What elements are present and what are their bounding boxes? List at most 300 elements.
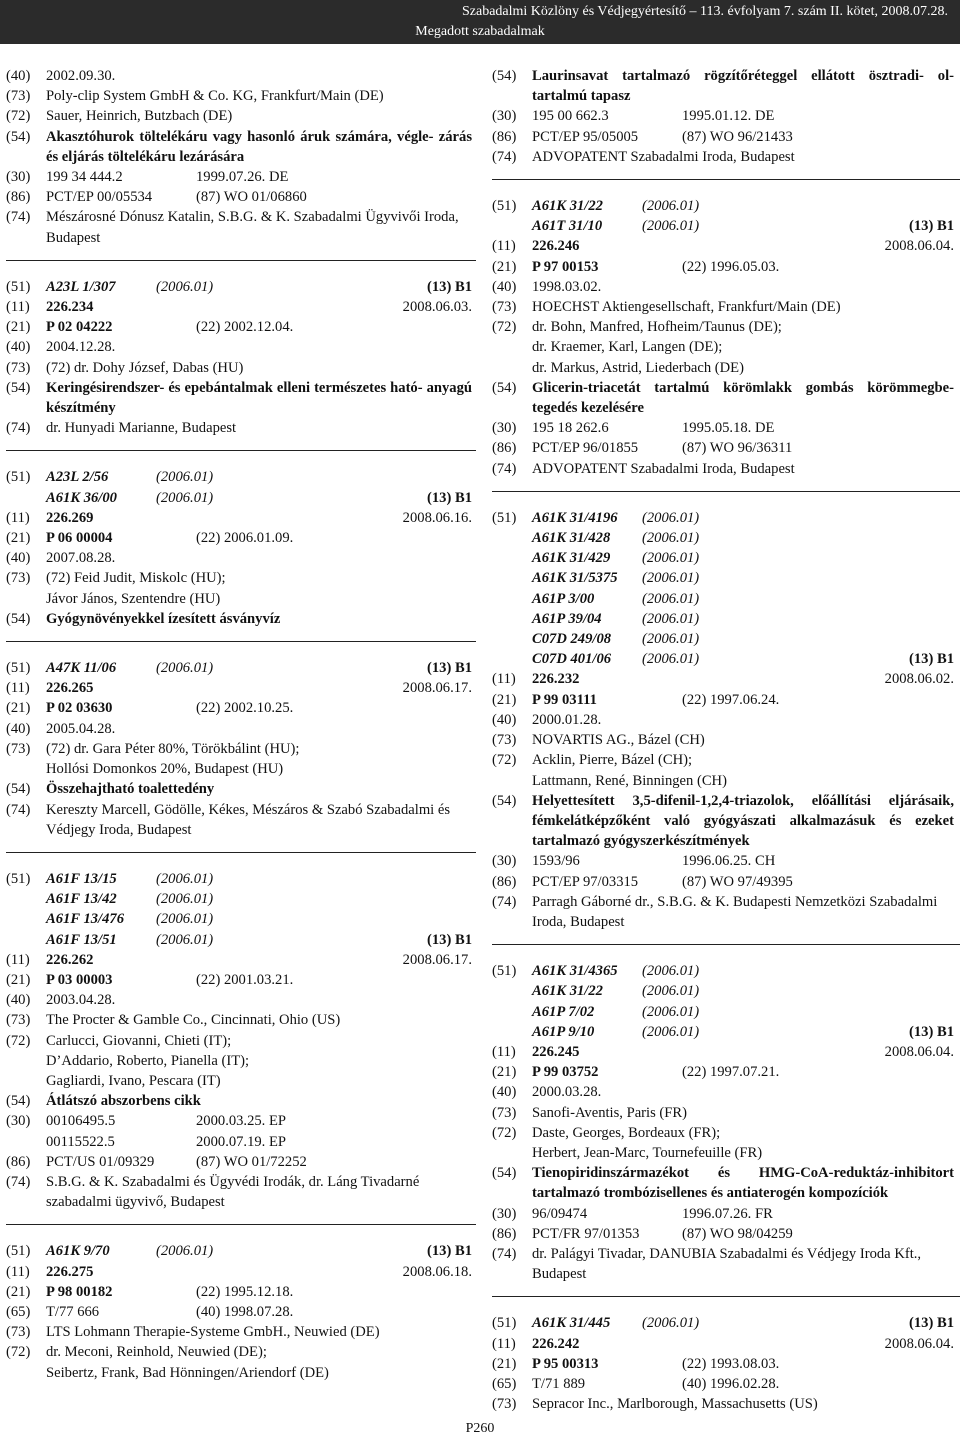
classification-version: (2006.01) — [642, 963, 700, 980]
field-text: (72) dr. Dohy József, Dabas (HU) — [46, 359, 244, 376]
field-text: Seibertz, Frank, Bad Hönningen/Ariendorf (DE) — [46, 1364, 329, 1381]
field-part-b: (22) 1997.07.21. — [682, 1064, 780, 1081]
field-part-b: (40) 1998.07.28. — [196, 1303, 294, 1320]
field-value — [46, 970, 472, 990]
field-part-a: 195 18 262.6 — [532, 420, 609, 437]
field-code: (72) — [6, 1032, 31, 1049]
record-line — [6, 1071, 472, 1091]
record-line — [6, 508, 472, 528]
record-line — [6, 207, 472, 247]
field-value — [532, 106, 954, 126]
record-line — [492, 418, 954, 438]
field-code: (21) — [6, 700, 31, 717]
field-code: (11) — [6, 680, 30, 697]
field-code: (86) — [492, 1225, 517, 1242]
document-kind: (13) B1 — [909, 1315, 954, 1332]
field-code: (40) — [492, 278, 517, 295]
field-value — [532, 1224, 954, 1244]
record-line — [492, 378, 954, 418]
record-line — [6, 869, 472, 889]
field-text: Laurinsavat tartalmazó rögzítőréteggel ellátott ösztradi- ol-tartalmú tapasz — [532, 68, 954, 105]
record-line — [492, 1163, 954, 1203]
field-part-b: (87) WO 01/72252 — [196, 1153, 307, 1170]
field-part-b: 1995.05.18. DE — [682, 420, 775, 437]
field-value — [532, 961, 954, 981]
field-text: HOECHST Aktiengesellschaft, Frankfurt/Main (DE) — [532, 299, 841, 316]
field-part-a: P 97 00153 — [532, 258, 599, 275]
field-code: (11) — [492, 671, 516, 688]
field-value — [532, 568, 954, 588]
field-part-b: 1996.06.25. CH — [682, 853, 776, 870]
record-line — [6, 528, 472, 548]
field-code: (86) — [492, 873, 517, 890]
field-text: Tienopiridinszármazékot és HMG-CoA-reduktáz-inhibitort tartalmazó trombózisellenes és antiaterogén kompozíciók — [532, 1165, 954, 1202]
field-part-a: 199 34 444.2 — [46, 169, 123, 186]
field-part-b: (22) 2002.10.25. — [196, 700, 294, 717]
field-code: (11) — [492, 1335, 516, 1352]
field-text: Glicerin-triacetát tartalmú körömlakk gombás körömmegbe- tegedés kezelésére — [532, 379, 954, 417]
field-value — [532, 257, 954, 277]
field-part-b: (40) 1996.02.28. — [682, 1375, 780, 1392]
field-part-a: PCT/EP 97/03315 — [532, 873, 639, 890]
field-value — [46, 418, 472, 438]
field-code: (21) — [6, 530, 31, 547]
record-separator — [6, 641, 476, 642]
patent-record — [6, 66, 472, 248]
record-line — [6, 779, 472, 799]
field-text: dr. Kraemer, Karl, Langen (DE); — [532, 339, 723, 356]
field-code: (21) — [6, 1283, 31, 1300]
grant-date: 2008.06.18. — [402, 1263, 472, 1280]
field-text: Hollósi Domonkos 20%, Budapest (HU) — [46, 761, 284, 778]
record-line — [492, 872, 954, 892]
field-value — [46, 739, 472, 759]
field-code: (74) — [6, 420, 31, 437]
field-code: (73) — [6, 359, 31, 376]
field-value — [46, 1091, 472, 1111]
field-code — [492, 981, 532, 1001]
field-value — [532, 1002, 954, 1022]
field-code: (86) — [6, 1153, 31, 1170]
field-code: (30) — [6, 1113, 31, 1130]
field-value — [532, 750, 954, 770]
field-text: dr. Hunyadi Marianne, Budapest — [46, 420, 237, 437]
field-part-a: PCT/US 01/09329 — [46, 1153, 155, 1170]
field-code — [492, 528, 532, 548]
classification-version: (2006.01) — [156, 870, 214, 887]
field-part-b: (87) WO 98/04259 — [682, 1225, 793, 1242]
field-code: (54) — [492, 379, 517, 396]
field-value — [532, 438, 954, 458]
field-value — [46, 317, 472, 337]
field-value — [46, 568, 472, 588]
field-value — [46, 1172, 472, 1212]
patent-record — [492, 66, 954, 167]
field-code: (21) — [492, 691, 517, 708]
field-text: Lattmann, René, Binningen (CH) — [532, 772, 727, 789]
field-part-b: (87) WO 96/36311 — [682, 440, 793, 457]
field-code: (54) — [6, 610, 31, 627]
field-text: 2005.04.28. — [46, 720, 116, 737]
field-value — [532, 528, 954, 548]
field-value — [532, 1123, 954, 1143]
field-value — [532, 358, 954, 378]
classification-version: (2006.01) — [156, 660, 214, 677]
record-line — [492, 730, 954, 750]
field-code: (73) — [492, 299, 517, 316]
field-part-b: (87) WO 96/21433 — [682, 128, 793, 145]
field-value — [532, 277, 954, 297]
record-line — [492, 791, 954, 852]
field-value — [46, 759, 472, 779]
patent-number: 226.275 — [46, 1263, 94, 1280]
field-text: Akasztóhurok töltelékáru vagy hasonló áruk számára, végle- zárás és eljárás töltelékáru lezárására — [46, 128, 472, 165]
field-value — [46, 488, 472, 508]
field-part-b: (22) 1995.12.18. — [196, 1283, 294, 1300]
field-value — [46, 277, 472, 297]
field-text: (72) dr. Gara Péter 80%, Törökbálint (HU); — [46, 740, 300, 757]
record-line — [492, 66, 954, 106]
field-code — [6, 930, 46, 950]
record-line — [492, 358, 954, 378]
classification-version: (2006.01) — [156, 278, 214, 295]
classification-version: (2006.01) — [642, 983, 700, 1000]
field-code — [492, 771, 532, 791]
record-line — [492, 609, 954, 629]
field-value — [46, 337, 472, 357]
field-value — [532, 196, 954, 216]
field-value — [46, 1322, 472, 1342]
field-value — [46, 1111, 472, 1131]
field-part-a: P 06 00004 — [46, 530, 113, 547]
field-value — [46, 658, 472, 678]
field-code: (30) — [492, 1205, 517, 1222]
field-value — [46, 1010, 472, 1030]
classification-version: (2006.01) — [642, 530, 700, 547]
field-code: (73) — [492, 1396, 517, 1413]
classification-version: (2006.01) — [156, 489, 214, 506]
field-part-b: (22) 1996.05.03. — [682, 258, 780, 275]
field-value — [532, 730, 954, 750]
field-text: dr. Markus, Astrid, Liederbach (DE) — [532, 359, 744, 376]
record-line — [6, 1010, 472, 1030]
record-line — [492, 127, 954, 147]
record-separator — [492, 491, 960, 492]
patent-record — [6, 869, 472, 1212]
field-value — [46, 779, 472, 799]
field-value — [532, 508, 954, 528]
grant-date: 2008.06.04. — [884, 1043, 954, 1060]
field-value — [532, 1204, 954, 1224]
field-value — [46, 990, 472, 1010]
record-line — [492, 196, 954, 216]
classification: A23L 2/56 — [46, 469, 109, 486]
field-value — [532, 872, 954, 892]
field-value — [532, 710, 954, 730]
classification: A61K 31/4196 — [532, 509, 618, 526]
record-line — [6, 568, 472, 588]
field-code: (40) — [6, 339, 31, 356]
section-title: Megadott szabadalmak — [415, 24, 545, 39]
field-code: (30) — [492, 420, 517, 437]
grant-date: 2008.06.16. — [402, 509, 472, 526]
field-text: Daste, Georges, Bordeaux (FR); — [532, 1124, 721, 1141]
field-value — [46, 127, 472, 167]
patent-number: 226.232 — [532, 671, 580, 688]
record-line — [6, 66, 472, 86]
field-part-a: PCT/EP 96/01855 — [532, 440, 639, 457]
field-code: (40) — [6, 720, 31, 737]
field-code: (30) — [6, 169, 31, 186]
field-code: (40) — [6, 550, 31, 567]
classification: A61K 31/428 — [532, 530, 611, 547]
field-part-a: P 98 00182 — [46, 1283, 113, 1300]
record-line — [6, 337, 472, 357]
field-value — [532, 981, 954, 1001]
field-code: (40) — [6, 992, 31, 1009]
field-code: (73) — [6, 88, 31, 105]
classification: A61F 13/42 — [46, 891, 117, 908]
record-line — [492, 851, 954, 871]
page-header — [0, 0, 960, 44]
field-code: (40) — [492, 1084, 517, 1101]
classification: A61K 31/445 — [532, 1315, 611, 1332]
field-code: (65) — [6, 1303, 31, 1320]
record-line — [6, 1152, 472, 1172]
field-code — [492, 337, 532, 357]
field-code — [492, 1143, 532, 1163]
field-part-a: P 99 03752 — [532, 1064, 599, 1081]
field-text: 2000.03.28. — [532, 1084, 602, 1101]
field-part-a: P 99 03111 — [532, 691, 597, 708]
record-separator — [492, 944, 960, 945]
field-code: (30) — [492, 108, 517, 125]
classification: A61P 3/00 — [532, 590, 595, 607]
record-line — [6, 719, 472, 739]
patent-number: 226.245 — [532, 1043, 580, 1060]
patent-number: 226.269 — [46, 509, 94, 526]
patent-record — [6, 467, 472, 629]
field-value — [46, 1342, 472, 1362]
field-code: (40) — [6, 68, 31, 84]
record-line — [492, 1002, 954, 1022]
document-kind: (13) B1 — [427, 489, 472, 506]
field-value — [532, 589, 954, 609]
record-line — [6, 1262, 472, 1282]
field-value — [46, 66, 472, 86]
field-text: Gagliardi, Ivano, Pescara (IT) — [46, 1072, 221, 1089]
field-value — [532, 791, 954, 852]
field-value — [46, 1031, 472, 1051]
field-code: (65) — [492, 1375, 517, 1392]
record-line — [6, 1111, 472, 1131]
record-line — [6, 418, 472, 438]
record-line — [492, 508, 954, 528]
classification-version: (2006.01) — [642, 550, 700, 567]
field-value — [46, 800, 472, 840]
field-code: (74) — [6, 209, 31, 226]
field-value — [532, 1244, 954, 1284]
field-code: (72) — [6, 1344, 31, 1361]
classification-version: (2006.01) — [642, 610, 700, 627]
field-text: The Procter & Gamble Co., Cincinnati, Ohio (US) — [46, 1012, 341, 1029]
field-code: (74) — [492, 148, 517, 165]
field-value — [46, 467, 472, 487]
field-code: (51) — [6, 870, 31, 887]
record-line — [6, 1132, 472, 1152]
classification: A61K 31/22 — [532, 198, 603, 215]
field-value — [46, 1241, 472, 1261]
classification: A61P 7/02 — [532, 1003, 595, 1020]
field-value — [532, 216, 954, 236]
patent-record — [6, 658, 472, 840]
field-text: ADVOPATENT Szabadalmi Iroda, Budapest — [532, 460, 795, 477]
record-separator — [6, 852, 476, 853]
field-value — [532, 548, 954, 568]
record-line — [492, 1204, 954, 1224]
field-code: (51) — [6, 1243, 31, 1260]
field-code — [492, 1022, 532, 1042]
classification-version: (2006.01) — [642, 570, 700, 587]
field-part-a: T/77 666 — [46, 1303, 100, 1320]
field-code: (30) — [492, 853, 517, 870]
record-line — [492, 1374, 954, 1394]
field-code: (54) — [6, 379, 31, 396]
field-code: (51) — [492, 509, 517, 526]
field-part-a: P 03 00003 — [46, 971, 113, 988]
record-line — [6, 930, 472, 950]
field-value — [46, 86, 472, 106]
field-code: (11) — [6, 299, 30, 316]
field-value — [46, 167, 472, 187]
field-value — [46, 1282, 472, 1302]
field-code: (21) — [492, 258, 517, 275]
classification: A61F 13/15 — [46, 870, 117, 887]
record-line — [6, 297, 472, 317]
record-line — [6, 1363, 472, 1383]
field-code: (74) — [492, 1245, 517, 1262]
classification: A23L 1/307 — [46, 278, 116, 295]
record-line — [6, 1172, 472, 1212]
field-text: D’Addario, Roberto, Pianella (IT); — [46, 1052, 250, 1069]
record-line — [492, 1224, 954, 1244]
patent-record — [6, 1241, 472, 1382]
field-part-a: 195 00 662.3 — [532, 108, 609, 125]
record-line — [492, 1082, 954, 1102]
record-line — [6, 187, 472, 207]
grant-date: 2008.06.02. — [884, 671, 954, 688]
field-code: (21) — [492, 1355, 517, 1372]
field-text: Helyettesített 3,5-difenil-1,2,4-triazolok, előállítási eljárásaik, fémkelátképzőként való gyógyászati alkalmazásuk és ezeket tartalmazó gyógyszerkészítmények — [532, 792, 954, 850]
field-code: (86) — [492, 128, 517, 145]
field-value — [46, 609, 472, 629]
field-value — [532, 892, 954, 932]
document-kind: (13) B1 — [427, 931, 472, 948]
classification-version: (2006.01) — [642, 590, 700, 607]
field-part-b: (87) WO 01/06860 — [196, 189, 307, 206]
field-part-b: (22) 2006.01.09. — [196, 530, 294, 547]
record-line — [6, 990, 472, 1010]
classification-version: (2006.01) — [642, 1315, 700, 1332]
record-line — [492, 892, 954, 932]
field-code: (72) — [492, 319, 517, 336]
field-value — [532, 378, 954, 418]
document-kind: (13) B1 — [909, 218, 954, 235]
field-part-a: T/71 889 — [532, 1375, 586, 1392]
record-line — [492, 337, 954, 357]
field-value — [532, 127, 954, 147]
record-separator — [6, 450, 476, 451]
field-value — [46, 719, 472, 739]
field-code: (51) — [492, 1315, 517, 1332]
record-line — [492, 771, 954, 791]
field-text: dr. Meconi, Reinhold, Neuwied (DE); — [46, 1344, 267, 1361]
field-code: (72) — [6, 108, 31, 125]
record-line — [6, 739, 472, 759]
field-text: dr. Palágyi Tivadar, DANUBIA Szabadalmi és Védjegy Iroda Kft., Budapest — [532, 1245, 922, 1283]
classification-version: (2006.01) — [156, 891, 214, 908]
field-code — [492, 629, 532, 649]
patent-number: 226.234 — [46, 299, 94, 316]
field-text: 2003.04.28. — [46, 992, 116, 1009]
field-text: Átlátszó abszorbens cikk — [46, 1093, 201, 1110]
field-code: (51) — [6, 660, 31, 677]
classification-version: (2006.01) — [156, 1243, 214, 1260]
field-code: (54) — [492, 1165, 517, 1182]
record-line — [6, 678, 472, 698]
field-text: 2002.09.30. — [46, 68, 116, 84]
record-separator — [6, 260, 476, 261]
field-value — [532, 1313, 954, 1333]
field-code: (73) — [6, 1324, 31, 1341]
grant-date: 2008.06.04. — [884, 1335, 954, 1352]
field-value — [532, 1103, 954, 1123]
field-text: LTS Lohmann Therapie-Systeme GmbH., Neuwied (DE) — [46, 1324, 380, 1341]
field-code: (86) — [6, 189, 31, 206]
record-line — [6, 127, 472, 167]
record-line — [6, 1322, 472, 1342]
field-part-b: 2000.03.25. EP — [196, 1113, 286, 1130]
patent-record — [492, 508, 954, 932]
field-code: (21) — [6, 319, 31, 336]
record-line — [6, 759, 472, 779]
record-line — [492, 961, 954, 981]
field-part-a: P 95 00313 — [532, 1355, 599, 1372]
field-value — [532, 771, 954, 791]
record-separator — [492, 179, 960, 180]
field-part-a: PCT/FR 97/01353 — [532, 1225, 640, 1242]
field-code: (73) — [6, 570, 31, 587]
field-value — [46, 1132, 472, 1152]
field-value — [532, 459, 954, 479]
record-line — [6, 548, 472, 568]
field-code: (11) — [6, 1263, 30, 1280]
field-value — [46, 207, 472, 247]
field-value — [532, 1163, 954, 1203]
field-code — [6, 889, 46, 909]
field-value — [532, 1082, 954, 1102]
field-code — [6, 909, 46, 929]
record-line — [6, 317, 472, 337]
record-separator — [492, 1296, 960, 1297]
record-line — [492, 1143, 954, 1163]
record-line — [492, 1042, 954, 1062]
field-text: 1998.03.02. — [532, 278, 602, 295]
record-line — [6, 467, 472, 487]
field-text: dr. Bohn, Manfred, Hofheim/Taunus (DE); — [532, 319, 782, 336]
field-value — [532, 147, 954, 167]
field-code: (40) — [492, 711, 517, 728]
